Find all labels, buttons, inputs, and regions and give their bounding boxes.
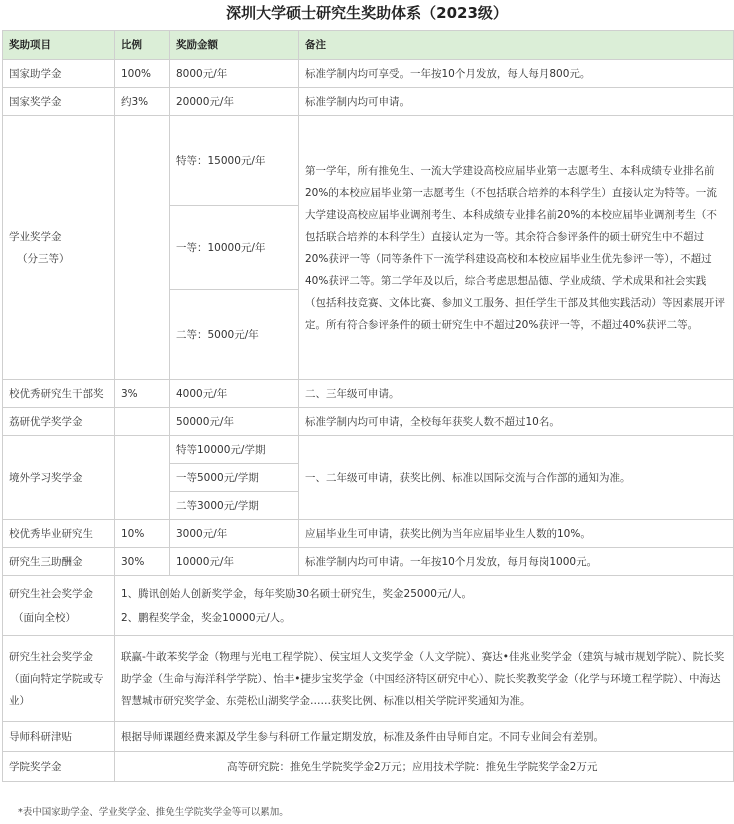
table-row — [3, 520, 734, 548]
item-note: 联赢-牛敢苯奖学金（物理与光电工程学院）、侯宝垣人文奖学金（人文学院）、赛达•佳兆业奖学金（建筑与城市规划学院）、院长奖助学金（生命与海洋科学学院）、怡丰•捷步宝奖学金（中国经济特区研究中心）、院长奖教奖学金（化学与环境工程学院）、中海达智慧城市研究奖学金、东莞松山湖奖学金……获奖比例、标准以相关学院评奖通知为准。 — [115, 636, 734, 722]
item-amount: 20000元/年 — [170, 88, 299, 116]
item-amount: 一等5000元/学期 — [170, 464, 299, 492]
item-note: 高等研究院：推免生学院奖学金2万元；应用技术学院：推免生学院奖学金2万元 — [115, 752, 734, 782]
item-ratio — [115, 436, 170, 520]
item-name: 境外学习奖学金 — [3, 436, 115, 520]
table-row — [3, 722, 734, 752]
item-name: 导师科研津贴 — [3, 722, 115, 752]
item-name: 国家助学金 — [3, 60, 115, 88]
item-amount: 50000元/年 — [170, 408, 299, 436]
item-name: 研究生社会奖学金 — [9, 587, 93, 600]
item-name: 校优秀研究生干部奖 — [3, 380, 115, 408]
item-name-sub: （面向全校） — [13, 611, 76, 624]
item-amount: 10000元/年 — [170, 548, 299, 576]
table-row — [3, 408, 734, 436]
table-row — [3, 116, 734, 206]
item-name: 学院奖学金 — [3, 752, 115, 782]
header-amount: 奖励金额 — [170, 31, 299, 60]
item-name-cell — [3, 116, 115, 380]
item-note: 标准学制内均可申请。一年按10个月发放，每月每岗1000元。 — [299, 548, 734, 576]
item-note: 标准学制内均可享受。一年按10个月发放，每人每月800元。 — [299, 60, 734, 88]
item-name: 研究生三助酬金 — [3, 548, 115, 576]
table-row — [3, 380, 734, 408]
item-name: 研究生社会奖学金（面向特定学院或专业） — [3, 636, 115, 722]
item-ratio: 10% — [115, 520, 170, 548]
table-header-row — [3, 31, 734, 60]
item-name-sub: （分三等） — [17, 252, 70, 265]
item-ratio: 100% — [115, 60, 170, 88]
item-name: 校优秀毕业研究生 — [3, 520, 115, 548]
table-row — [3, 60, 734, 88]
item-name: 荔研优学奖学金 — [3, 408, 115, 436]
item-note: 标准学制内均可申请，全校每年获奖人数不超过10名。 — [299, 408, 734, 436]
item-ratio: 3% — [115, 380, 170, 408]
item-amount: 一等：10000元/年 — [170, 206, 299, 290]
header-ratio: 比例 — [115, 31, 170, 60]
item-note: 标准学制内均可申请。 — [299, 88, 734, 116]
item-amount: 二等3000元/学期 — [170, 492, 299, 520]
item-note: 应届毕业生可申请，获奖比例为当年应届毕业生人数的10%。 — [299, 520, 734, 548]
item-note: 第一学年，所有推免生、一流大学建设高校应届毕业第一志愿考生、本科成绩专业排名前20%的本校应届毕业第一志愿考生（不包括联合培养的本科学生）直接认定为特等。一流大学建设高校应届毕业调剂考生、本科成绩专业排名前20%的本校应届毕业调剂考生（不包括联合培养的本科学生）直接认定为一等。其余符合参评条件的硕士研究生中不超过20%获评一等（同等条件下一流学科建设高校和本校应届毕业生优先参评一等），不超过40%获评二等。第二学年及以后，综合考虑思想品德、学业成绩、学术成果和社会实践（包括科技竞赛、文体比赛、参加义工服务、担任学生干部及其他实践活动）等因素展开评定。所有符合参评条件的硕士研究生中不超过20%获评一等，不超过40%获评二等。 — [299, 116, 734, 380]
item-note-line: 1、腾讯创始人创新奖学金，每年奖励30名硕士研究生，奖金25000元/人。 — [121, 587, 472, 600]
item-amount: 8000元/年 — [170, 60, 299, 88]
table-row — [3, 636, 734, 722]
page-title: 深圳大学硕士研究生奖助体系（2023级） — [226, 4, 508, 22]
item-name-cell — [3, 576, 115, 636]
header-item: 奖助项目 — [3, 31, 115, 60]
item-note: 一、二年级可申请，获奖比例、标准以国际交流与合作部的通知为准。 — [299, 436, 734, 520]
item-note-line: 2、鹏程奖学金，奖金10000元/人。 — [121, 611, 291, 624]
item-ratio — [115, 116, 170, 380]
item-amount: 特等：15000元/年 — [170, 116, 299, 206]
item-note-cell — [115, 576, 734, 636]
table-row — [3, 576, 734, 636]
scholarship-table — [2, 30, 734, 782]
item-note: 根据导师课题经费来源及学生参与科研工作量定期发放，标准及条件由导师自定。不同专业间会有差别。 — [115, 722, 734, 752]
item-amount: 二等：5000元/年 — [170, 290, 299, 380]
item-ratio: 约3% — [115, 88, 170, 116]
item-ratio — [115, 408, 170, 436]
item-name: 国家奖学金 — [3, 88, 115, 116]
table-row — [3, 88, 734, 116]
item-ratio: 30% — [115, 548, 170, 576]
item-amount: 3000元/年 — [170, 520, 299, 548]
table-row — [3, 436, 734, 464]
item-amount: 特等10000元/学期 — [170, 436, 299, 464]
footnote: *表中国家助学金、学业奖学金、推免生学院奖学金等可以累加。 — [18, 807, 289, 818]
table-row — [3, 548, 734, 576]
item-name: 学业奖学金 — [9, 230, 62, 243]
item-note: 二、三年级可申请。 — [299, 380, 734, 408]
table-row — [3, 752, 734, 782]
item-amount: 4000元/年 — [170, 380, 299, 408]
header-note: 备注 — [299, 31, 734, 60]
